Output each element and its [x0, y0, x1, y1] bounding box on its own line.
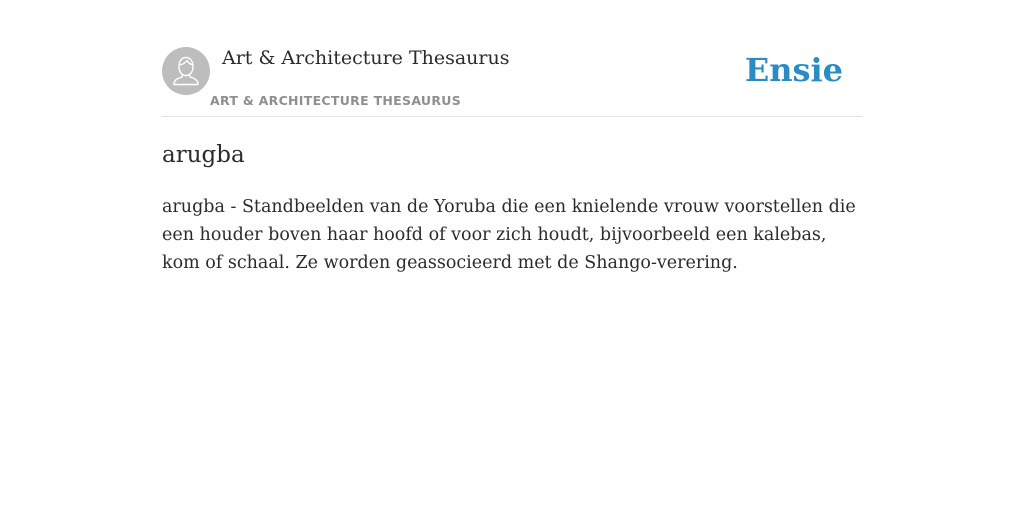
category-label[interactable]: ART & ARCHITECTURE THESAURUS — [210, 93, 462, 108]
entry-title: arugba — [162, 142, 245, 168]
entry-definition: arugba - Standbeelden van de Yoruba die een knielende vrouw voorstellen die een houder boven haar hoofd of voor zich houdt, bijvoorbeeld een kalebas, kom of schaal. Ze worden geassocieerd met de Shango-verering. — [162, 197, 856, 273]
author-link[interactable]: Art & Architecture Thesaurus — [222, 47, 510, 69]
user-silhouette-icon — [162, 47, 210, 95]
avatar[interactable] — [162, 47, 210, 95]
brand-logo[interactable]: Ensie — [744, 51, 843, 89]
entry-header — [162, 46, 862, 117]
